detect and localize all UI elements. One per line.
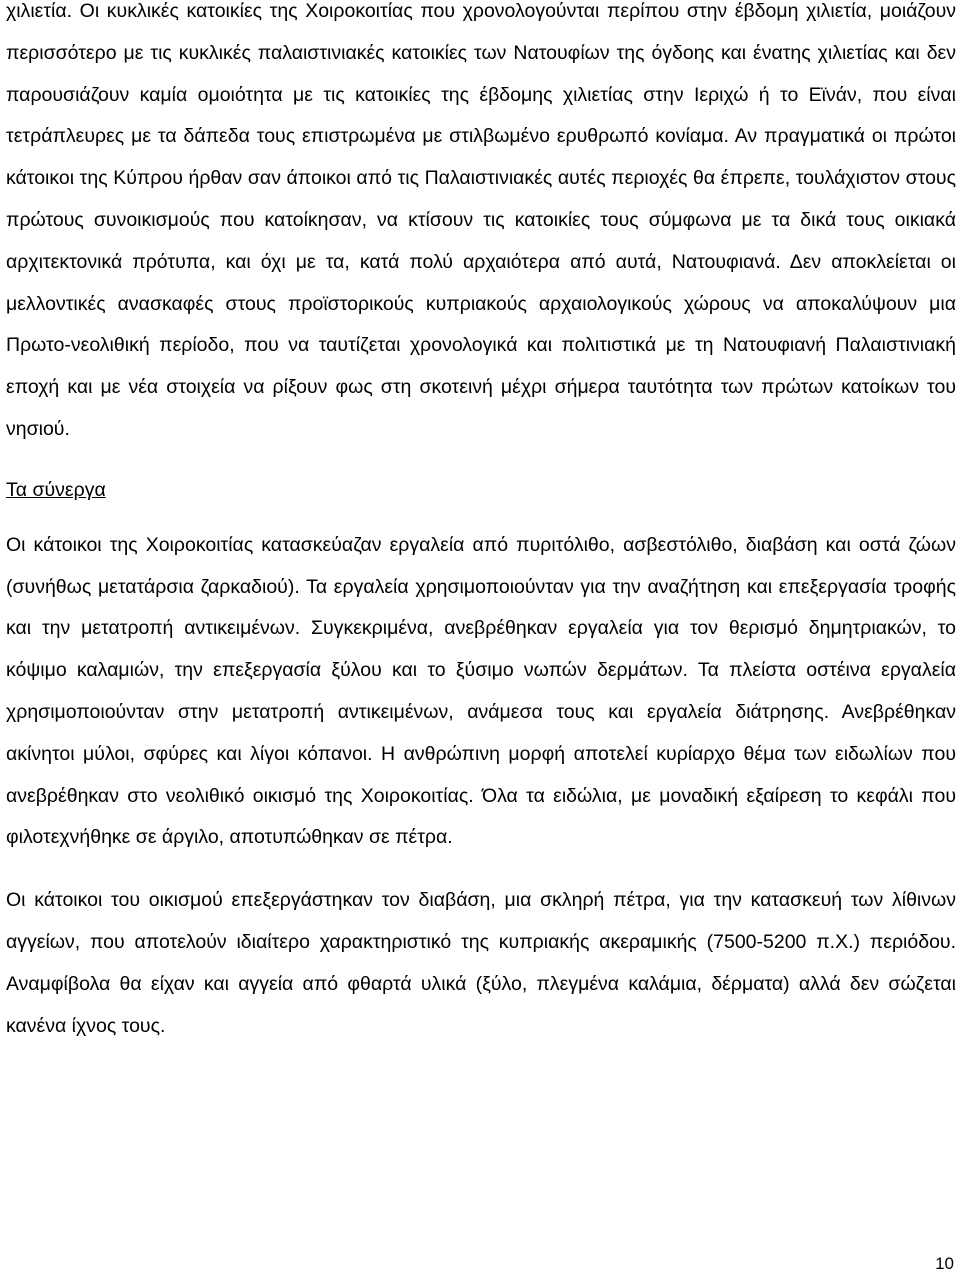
body-paragraph: Οι κάτοικοι του οικισμού επεξεργάστηκαν τον διαβάση, μια σκληρή πέτρα, για την κατασκευή των λίθινων αγγείων, που αποτελούν ιδιαίτερο χαρακτηριστικό της κυπριακής ακεραμικής (7500-5200 π.Χ.) περιόδου. Αναμφίβολα θα είχαν και αγγεία από φθαρτά υλικά (ξύλο, πλεγμένα καλάμια, δέρματα) αλλά δεν σώζεται κανένα ίχνος τους. — [6, 889, 956, 1037]
document-page — [6, 0, 956, 1047]
paragraph-gap — [6, 859, 956, 880]
section-heading: Τα σύνεργα — [6, 478, 106, 501]
body-paragraph: Οι κάτοικοι της Χοιροκοιτίας κατασκεύαζαν εργαλεία από πυριτόλιθο, ασβεστόλιθο, διαβάση και οστά ζώων (συνήθως μετατάρσια ζαρκαδιού). Τα εργαλεία χρησιμοποιούνταν για την αναζήτηση και επεξεργασία τροφής και την μετατροπή αντικειμένων. Συγκεκριμένα, ανεβρέθηκαν εργαλεία για τον θερισμό δημητριακών, το κόψιμο καλαμιών, την επεξεργασία ξύλου και το ξύσιμο νωπών δερμάτων. Τα πλείστα οστέινα εργαλεία χρησιμοποιούνταν στην μετατροπή αντικειμένων, ανάμεσα τους και εργαλεία διάτρησης. Ανεβρέθηκαν ακίνητοι μύλοι, σφύρες και λίγοι κόπανοι. Η ανθρώπινη μορφή αποτελεί κυρίαρχο θέμα των ειδωλίων που ανεβρέθηκαν στο νεολιθικό οικισμό της Χοιροκοιτίας. Όλα τα ειδώλια, με μοναδική εξαίρεση το κεφάλι που φιλοτεχνήθηκε σε άργιλο, αποτυπώθηκαν σε πέτρα. — [6, 533, 956, 849]
page-number: 10 — [935, 1254, 954, 1273]
body-paragraph: χιλιετία. Οι κυκλικές κατοικίες της Χοιροκοιτίας που χρονολογούνται περίπου στην έβδομη χιλιετία, μοιάζουν περισσότερο με τις κυκλικές παλαιστινιακές κατοικίες των Νατουφίων της όγδοης και ένατης χιλιετίας και δεν παρουσιάζουν καμία ομοιότητα με τις κατοικίες της έβδομης χιλιετίας στην Ιεριχώ ή το Εϊνάν, που είναι τετράπλευρες με τα δάπεδα τους επιστρωμένα με στιλβωμένο ερυθρωπό κονίαμα. Αν πραγματικά οι πρώτοι κάτοικοι της Κύπρου ήρθαν σαν άποικοι από τις Παλαιστινιακές αυτές περιοχές θα έπρεπε, τουλάχιστον στους πρώτους συνοικισμούς που κατοίκησαν, να κτίσουν τις κατοικίες τους σύμφωνα με τα δικά τους οικιακά αρχιτεκτονικά πρότυπα, και όχι με τα, κατά πολύ αρχαιότερα από αυτά, Νατουφιανά. Δεν αποκλείεται οι μελλοντικές ανασκαφές στους προϊστορικούς κυπριακούς αρχαιολογικούς χώρους να αποκαλύψουν μια Πρωτο-νεολιθική περίοδο, που να ταυτίζεται χρονολογικά και πολιτιστικά με τη Νατουφιανή Παλαιστινιακή εποχή και με νέα στοιχεία να ρίξουν φως στη σκοτεινή μέχρι σήμερα ταυτότητα των πρώτων κατοίκων του νησιού. — [6, 0, 956, 440]
